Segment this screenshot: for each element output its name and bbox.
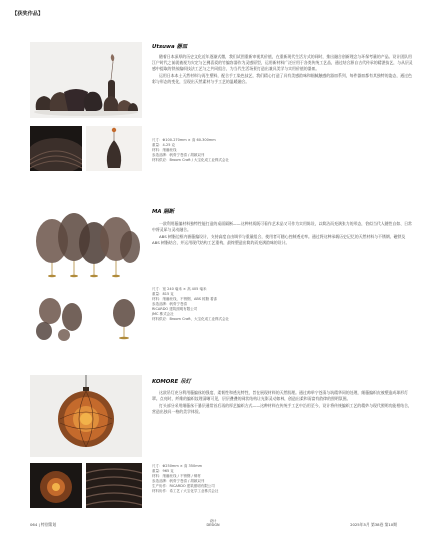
spec-line: JMC 株式会社	[152, 312, 174, 316]
product-title: Utsuwa 器皿	[152, 44, 188, 50]
spec-line: 材料：细藤丝线 / 不锈钢 / 铜材	[152, 474, 201, 478]
paragraph: 这款吊灯充分利用藤编丝的强度、柔韧性和透光特性，旨在展现材料的天然肌理。通过帅举宁苍清与筑精华同的处理，细藤编织皮被塑造成球形灯罩。点亮时，纤维的编织纹理清晰可见，层层叠叠的网状结构让光影灵动如林，创造出柔和而富有韵律的照明氛围。	[152, 390, 408, 402]
pendant-detail-photo-1	[30, 463, 82, 508]
product-description	[152, 390, 414, 415]
page-number: 064	[30, 522, 38, 527]
magazine-name-en: DESIGN	[206, 523, 220, 528]
product-specs	[152, 287, 229, 322]
spec-line: 参造品牌：帆骨宁苍清 / 胡颖双刊	[152, 479, 205, 483]
issue-info: 2025年5月 第38卷 第10期	[350, 522, 397, 527]
magazine-name	[193, 519, 233, 527]
pendant-detail-photo-2	[86, 463, 142, 508]
column-name: 特别策划	[40, 522, 57, 527]
paragraph: 打头部分采用细藤丝干暴层通常首后再的厚艺编织方式——这种材料在传统手工艺中沿用至今，设计将传统编织工艺的精妙与现代照明功能相结合，营造出独具一格的美学体验。	[152, 403, 412, 415]
footer-separator: |	[38, 522, 40, 527]
spec-line: RICARDO 建筑照明有限公司	[152, 307, 198, 311]
pendant-lamp-photo	[30, 375, 142, 457]
partition-photo	[30, 203, 142, 283]
magazine-name-cn: 设计	[209, 519, 217, 523]
paragraph: 随着日本深厚的历史文化近年逐渐式微，我们试图重新审视其价值，在重新现代生活方式的同时，推出融合创新理念与环保考量的产品。设计团队用江户时代之前就被视为灾定与乞佛喜爱的竹编容器作为灵感原型，运用新材料广泛应用于各类传统工艺品，通过结合源自古代传承的精湛技艺，与从层灵感中提取的铁丝编织技法工艺与之共同组合，为当代生活场景打造出兼具美学与实用价值的器皿。	[152, 54, 413, 72]
spec-line: 重量：965 克	[152, 469, 174, 473]
paragraph: 一款利用藤编材料独特性能打造的桌面隔断——这种材质既可看作艺术品又可作为实用陈设，以简洁而充满张力的形态，恰似当代人随性自如、日常中将灵犀与灵动融合。	[152, 221, 412, 233]
vessels-detail-photo-1	[30, 126, 82, 171]
partition-detail-photo-1	[30, 295, 100, 343]
spec-line: 重量：4-25 克	[152, 143, 176, 147]
spec-line: 尺寸：Φ250mm × 高 350mm	[152, 464, 203, 468]
spec-line: 参造品牌：帆骨宁苍清 / 胡颖双刊	[152, 153, 205, 157]
spec-line: 材料供应：Broom Craft、大宝化成工业株式会社	[152, 317, 230, 321]
page-footer-left	[30, 522, 56, 528]
partition-detail-photo-2	[106, 295, 142, 343]
spec-line: 参造品牌：帆骨宁苍清	[152, 302, 187, 306]
product-specs	[152, 464, 218, 494]
product-title: KOMORE 吊灯	[152, 379, 191, 385]
product-title: MA 隔断	[152, 209, 175, 215]
spec-line: 尺寸：Φ100-270mm × 高 60-300mm	[152, 138, 216, 142]
vessels-photo	[30, 42, 142, 118]
product-description	[152, 221, 414, 246]
section-label: 【获奖作品】	[12, 11, 44, 17]
paragraph: ABS 树脂边框内嵌藤编设计，支持高度自由调节与重量组合，使用者可随心控制透光率。通过将这种承载历史记忆的天然材料与不锈钢、磁铁及 ABS 树脂结合，并运用现代结构工艺重构，最终塑造出简约而充满韵味的设计。	[152, 234, 406, 246]
spec-line: 尺寸：宽 240 毫米 × 高 405 毫米	[152, 287, 207, 291]
vessels-detail-photo-2	[86, 126, 142, 171]
spec-line: 材料协作：希工艺 / 大宝化学工业株式会社	[152, 489, 219, 493]
spec-line: 材料：细藤丝线，不锈钢，ABS 树脂 着漆	[152, 297, 218, 301]
spec-line: 材料：细藤丝线	[152, 148, 177, 152]
product-specs	[152, 138, 229, 163]
paragraph: 运用日本本土天然材料与再生塑料，配合手工染色技艺，我们精心打造了具有美感韵味和细腻触感的器皿系列，每件器皿都有其独特的姿态，通过色彩与形态的变化，呈现出天然素材与手工艺的温暖融合。	[152, 73, 412, 85]
vessels-illustration	[30, 42, 142, 118]
spec-line: 重量：815 克	[152, 292, 174, 296]
product-description	[152, 54, 414, 85]
spec-line: 材料供应：Broom Craft / 大宝化成工业株式会社	[152, 158, 230, 162]
spec-line: 生产协作：RICARDO 建筑照明有限公司	[152, 484, 215, 488]
